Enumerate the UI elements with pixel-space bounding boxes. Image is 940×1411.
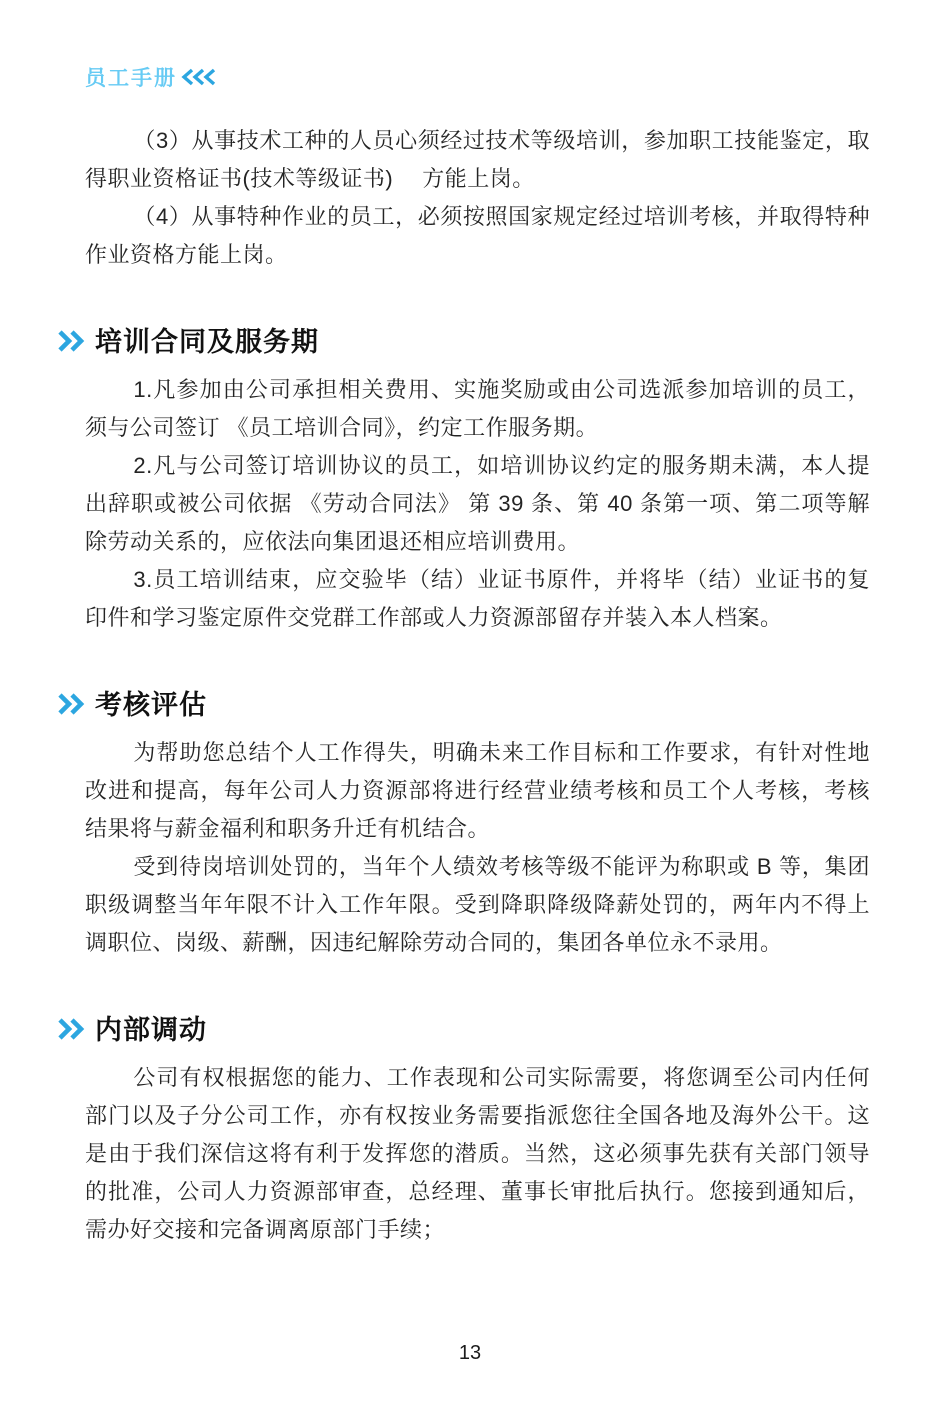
- paragraph-technical-workers: （3）从事技术工种的人员心须经过技术等级培训，参加职工技能鉴定，取得职业资格证书(技术等级证书) 方能上岗。: [85, 128, 870, 191]
- double-right-chevron-icon: [57, 1017, 86, 1041]
- paragraph-special-operations: （4）从事特种作业的员工，必须按照国家规定经过培训考核，并取得特种作业资格方能上岗。: [85, 204, 870, 267]
- section-heading-performance-review: [57, 683, 870, 722]
- paragraph-performance-review-1: 为帮助您总结个人工作得失，明确未来工作目标和工作要求，有针对性地改进和提高，每年公司人力资源部将进行经营业绩考核和员工个人考核，考核结果将与薪金福利和职务升迁有机结合。: [85, 740, 870, 841]
- page-number: 13: [458, 1342, 482, 1364]
- double-right-chevron-icon: [57, 329, 86, 353]
- section-heading-training-contract: [57, 320, 870, 359]
- paragraph-training-contract-2: 2.凡与公司签订培训协议的员工，如培训协议约定的服务期未满，本人提出辞职或被公司依据 《劳动合同法》 第 39 条、第 40 条第一项、第二项等解除劳动关系的，应依法向集团退还相应培训费用。: [85, 453, 870, 554]
- section-heading-text: 内部调动: [95, 1015, 207, 1045]
- header-title: 员工手册: [85, 67, 177, 90]
- triple-left-chevron-icon: [179, 68, 219, 86]
- page-header: [85, 62, 870, 92]
- double-right-chevron-icon: [57, 692, 86, 716]
- section-heading-text: 培训合同及服务期: [95, 327, 319, 357]
- section-heading-internal-transfer: [57, 1008, 870, 1047]
- paragraph-performance-review-2: 受到待岗培训处罚的，当年个人绩效考核等级不能评为称职或 B 等，集团职级调整当年年限不计入工作年限。受到降职降级降薪处罚的，两年内不得上调职位、岗级、薪酬，因违纪解除劳动合同的，集团各单位永不录用。: [85, 854, 870, 955]
- paragraph-training-contract-1: 1.凡参加由公司承担相关费用、实施奖励或由公司选派参加培训的员工，须与公司签订 《员工培训合同》，约定工作服务期。: [85, 377, 870, 440]
- paragraph-internal-transfer-1: 公司有权根据您的能力、工作表现和公司实际需要，将您调至公司内任何部门以及子分公司工作，亦有权按业务需要指派您往全国各地及海外公干。这是由于我们深信这将有利于发挥您的潜质。当然，这必须事先获有关部门领导的批准，公司人力资源部审查，总经理、董事长审批后执行。您接到通知后，需办好交接和完备调离原部门手续；: [85, 1065, 870, 1242]
- paragraph-training-contract-3: 3.员工培训结束，应交验毕（结）业证书原件，并将毕（结）业证书的复印件和学习鉴定原件交党群工作部或人力资源部留存并装入本人档案。: [85, 567, 870, 630]
- section-heading-text: 考核评估: [95, 690, 207, 720]
